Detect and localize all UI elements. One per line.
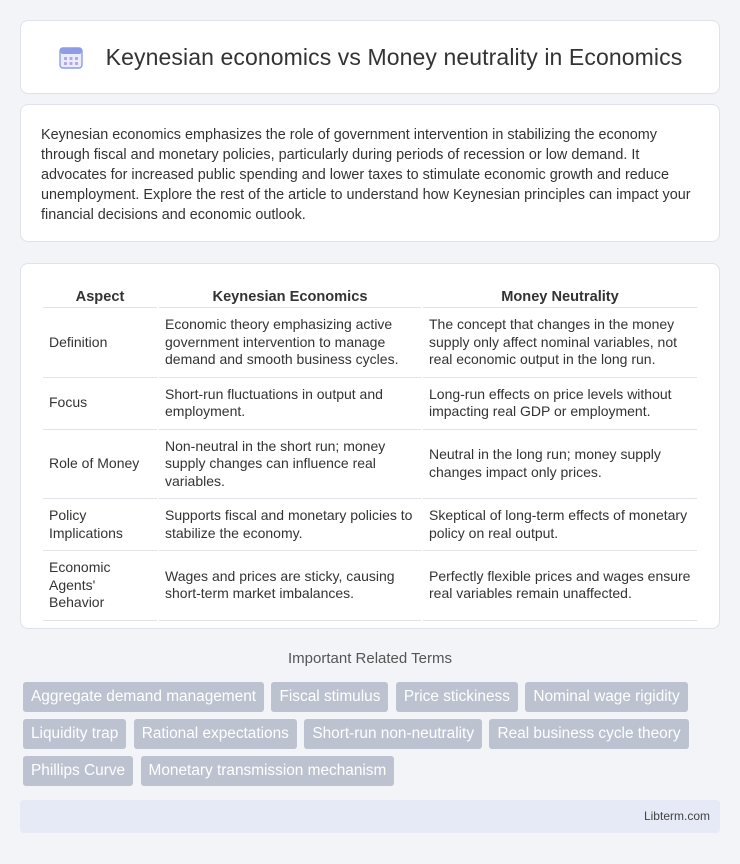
table-row <box>43 551 697 621</box>
neutrality-cell: Neutral in the long run; money supply changes impact only prices. <box>423 430 697 500</box>
keynesian-cell: Non-neutral in the short run; money supply changes can influence real variables. <box>159 430 421 500</box>
table-row <box>43 378 697 430</box>
footer <box>20 800 720 833</box>
related-term-tag[interactable]: Short-run non-neutrality <box>304 719 482 749</box>
related-term-tag[interactable]: Phillips Curve <box>23 756 133 786</box>
table-row <box>43 308 697 378</box>
keynesian-cell: Economic theory emphasizing active government intervention to manage demand and smooth business cycles. <box>159 308 421 378</box>
aspect-cell: Role of Money <box>43 430 157 500</box>
footer-site-link[interactable]: Libterm.com <box>643 809 710 823</box>
header-card <box>20 20 720 94</box>
column-header-keynesian: Keynesian Economics <box>159 283 421 308</box>
table-row <box>43 430 697 500</box>
related-terms-list <box>23 682 723 793</box>
related-term-tag[interactable]: Aggregate demand management <box>23 682 264 712</box>
column-header-neutrality: Money Neutrality <box>423 283 697 308</box>
related-term-tag[interactable]: Fiscal stimulus <box>271 682 388 712</box>
keynesian-cell: Wages and prices are sticky, causing short-term market imbalances. <box>159 551 421 621</box>
table-header-row <box>43 283 697 308</box>
related-term-tag[interactable]: Monetary transmission mechanism <box>141 756 395 786</box>
related-terms-title: Important Related Terms <box>288 650 452 667</box>
comparison-table <box>41 283 699 621</box>
calendar-icon <box>58 44 84 70</box>
neutrality-cell: The concept that changes in the money supply only affect nominal variables, not real economic output in the long run. <box>423 308 697 378</box>
aspect-cell: Economic Agents' Behavior <box>43 551 157 621</box>
related-term-tag[interactable]: Nominal wage rigidity <box>525 682 687 712</box>
comparison-card <box>20 263 720 629</box>
page-title: Keynesian economics vs Money neutrality in Economics <box>105 43 683 70</box>
intro-card <box>20 104 720 242</box>
aspect-cell: Policy Implications <box>43 499 157 551</box>
neutrality-cell: Long-run effects on price levels without impacting real GDP or employment. <box>423 378 697 430</box>
aspect-cell: Definition <box>43 308 157 378</box>
neutrality-cell: Skeptical of long-term effects of monetary policy on real output. <box>423 499 697 551</box>
keynesian-cell: Short-run fluctuations in output and employment. <box>159 378 421 430</box>
related-term-tag[interactable]: Real business cycle theory <box>489 719 688 749</box>
related-term-tag[interactable]: Price stickiness <box>396 682 518 712</box>
keynesian-cell: Supports fiscal and monetary policies to stabilize the economy. <box>159 499 421 551</box>
intro-paragraph: Keynesian economics emphasizes the role of government intervention in stabilizing the economy through fiscal and monetary policies, particularly during periods of recession or low demand. It advocates for increased public spending and lower taxes to stimulate economic growth and reduce unemployment. Explore the rest of the article to understand how Keynesian principles can impact your financial decisions and economic outlook. <box>41 127 691 223</box>
related-term-tag[interactable]: Liquidity trap <box>23 719 126 749</box>
column-header-aspect: Aspect <box>43 283 157 308</box>
related-term-tag[interactable]: Rational expectations <box>134 719 297 749</box>
aspect-cell: Focus <box>43 378 157 430</box>
neutrality-cell: Perfectly flexible prices and wages ensure real variables remain unaffected. <box>423 551 697 621</box>
table-row <box>43 499 697 551</box>
